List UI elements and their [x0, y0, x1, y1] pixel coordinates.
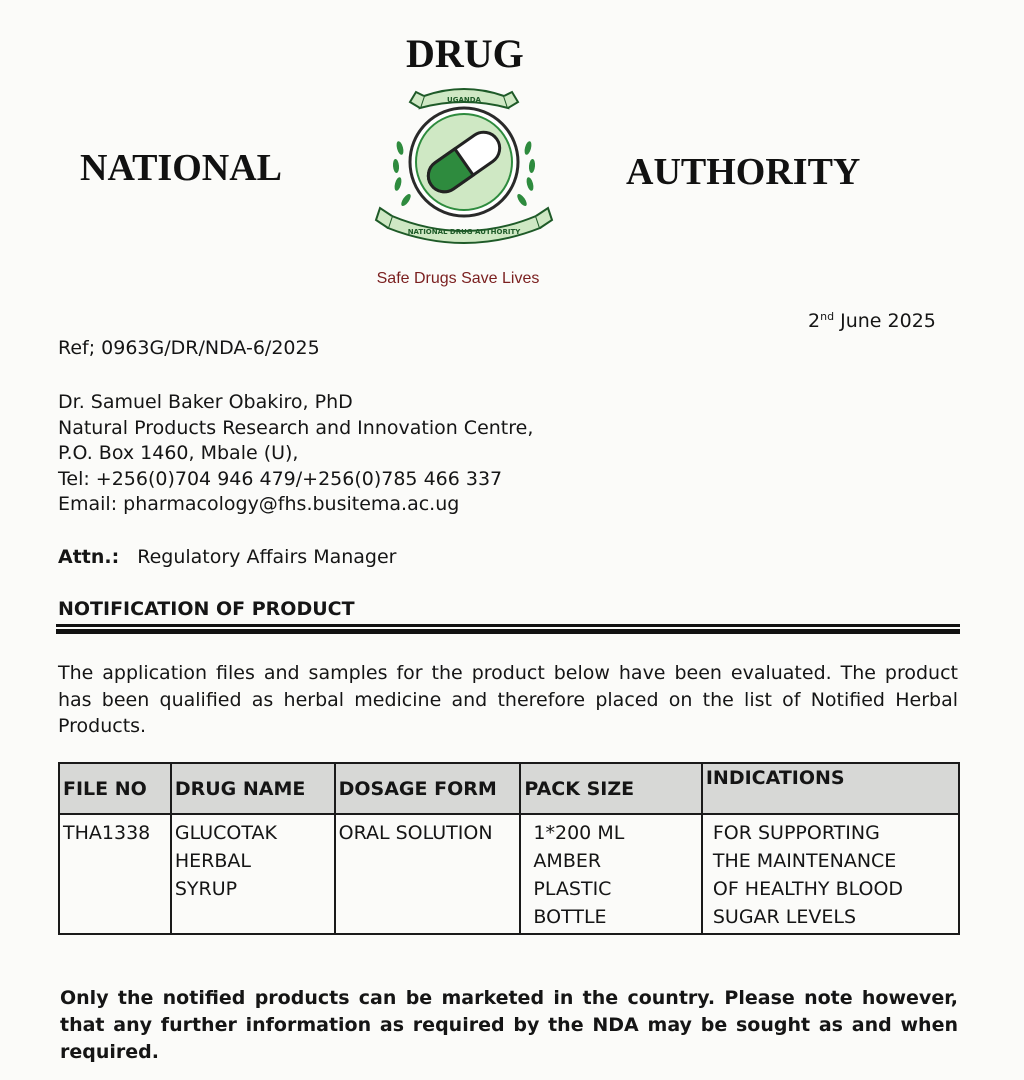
- heading-rule-thick: [56, 629, 960, 634]
- date-suffix: nd: [820, 310, 835, 323]
- nda-logo-icon: [362, 78, 566, 248]
- recipient-institution: Natural Products Research and Innovation Centre,: [58, 416, 534, 439]
- cell-dosage-form: [335, 814, 521, 934]
- cell-line: GLUCOTAK: [174, 822, 277, 844]
- attention-line: [58, 546, 397, 568]
- closing-paragraph: Only the notified products can be marketed in the country. Please note however, that any further information as required by the NDA may be sought as and when required.: [60, 987, 958, 1063]
- cell-line: FOR SUPPORTING: [712, 822, 880, 844]
- table-row: [59, 814, 959, 934]
- recipient-postal-address: P.O. Box 1460, Mbale (U),: [58, 442, 299, 464]
- cell-line: OF HEALTHY BLOOD: [712, 878, 904, 900]
- header-pack-size: PACK SIZE: [520, 763, 701, 814]
- body-paragraph: The application files and samples for the product below have been evaluated. The product has been qualified as herbal medicine and therefore placed on the list of Notified Herbal Products.: [58, 662, 958, 737]
- motto: Safe Drugs Save Lives: [376, 270, 540, 287]
- cell-line: SUGAR LEVELS: [712, 906, 857, 928]
- cell-line: THE MAINTENANCE: [712, 850, 897, 872]
- header-drug-name: DRUG NAME: [171, 763, 335, 814]
- header-file-no: FILE NO: [59, 763, 171, 814]
- recipient-name: Dr. Samuel Baker Obakiro, PhD: [58, 391, 353, 413]
- product-table: [58, 762, 960, 935]
- date-day: 2: [808, 310, 821, 332]
- cell-line: SYRUP: [174, 878, 238, 900]
- logo-top-text: UGANDA: [447, 96, 481, 104]
- attn-label: Attn.:: [58, 546, 120, 568]
- letter-date: [808, 310, 936, 332]
- cell-line: PLASTIC: [533, 878, 612, 900]
- cell-line: ORAL SOLUTION: [338, 822, 493, 844]
- cell-indications: [702, 814, 959, 934]
- letterhead-word-authority: AUTHORITY: [626, 151, 861, 193]
- letterhead-word-drug: DRUG: [406, 31, 524, 76]
- header-dosage-form: DOSAGE FORM: [335, 763, 521, 814]
- header-indications: INDICATIONS: [702, 763, 959, 814]
- cell-line: THA1338: [63, 822, 151, 844]
- cell-line: AMBER: [533, 850, 602, 872]
- recipient-tel: Tel: +256(0)704 946 479/+256(0)785 466 337: [58, 467, 503, 490]
- cell-drug-name: [171, 814, 335, 934]
- recipient-address: [58, 390, 533, 518]
- letterhead-word-national: NATIONAL: [80, 147, 282, 189]
- cell-line: HERBAL: [174, 850, 251, 872]
- section-heading: NOTIFICATION OF PRODUCT: [58, 598, 355, 620]
- date-rest: June 2025: [840, 310, 936, 332]
- reference-number: Ref; 0963G/DR/NDA-6/2025: [58, 337, 320, 359]
- recipient-email: Email: pharmacology@fhs.busitema.ac.ug: [58, 493, 460, 515]
- heading-rule: [56, 624, 960, 627]
- logo-bottom-text: NATIONAL DRUG AUTHORITY: [407, 228, 521, 236]
- cell-pack-size: [520, 814, 701, 934]
- cell-line: 1*200 ML: [533, 822, 625, 844]
- table-header-row: [59, 763, 959, 814]
- attn-value: Regulatory Affairs Manager: [137, 546, 397, 568]
- cell-line: BOTTLE: [533, 906, 607, 928]
- cell-file-no: [59, 814, 171, 934]
